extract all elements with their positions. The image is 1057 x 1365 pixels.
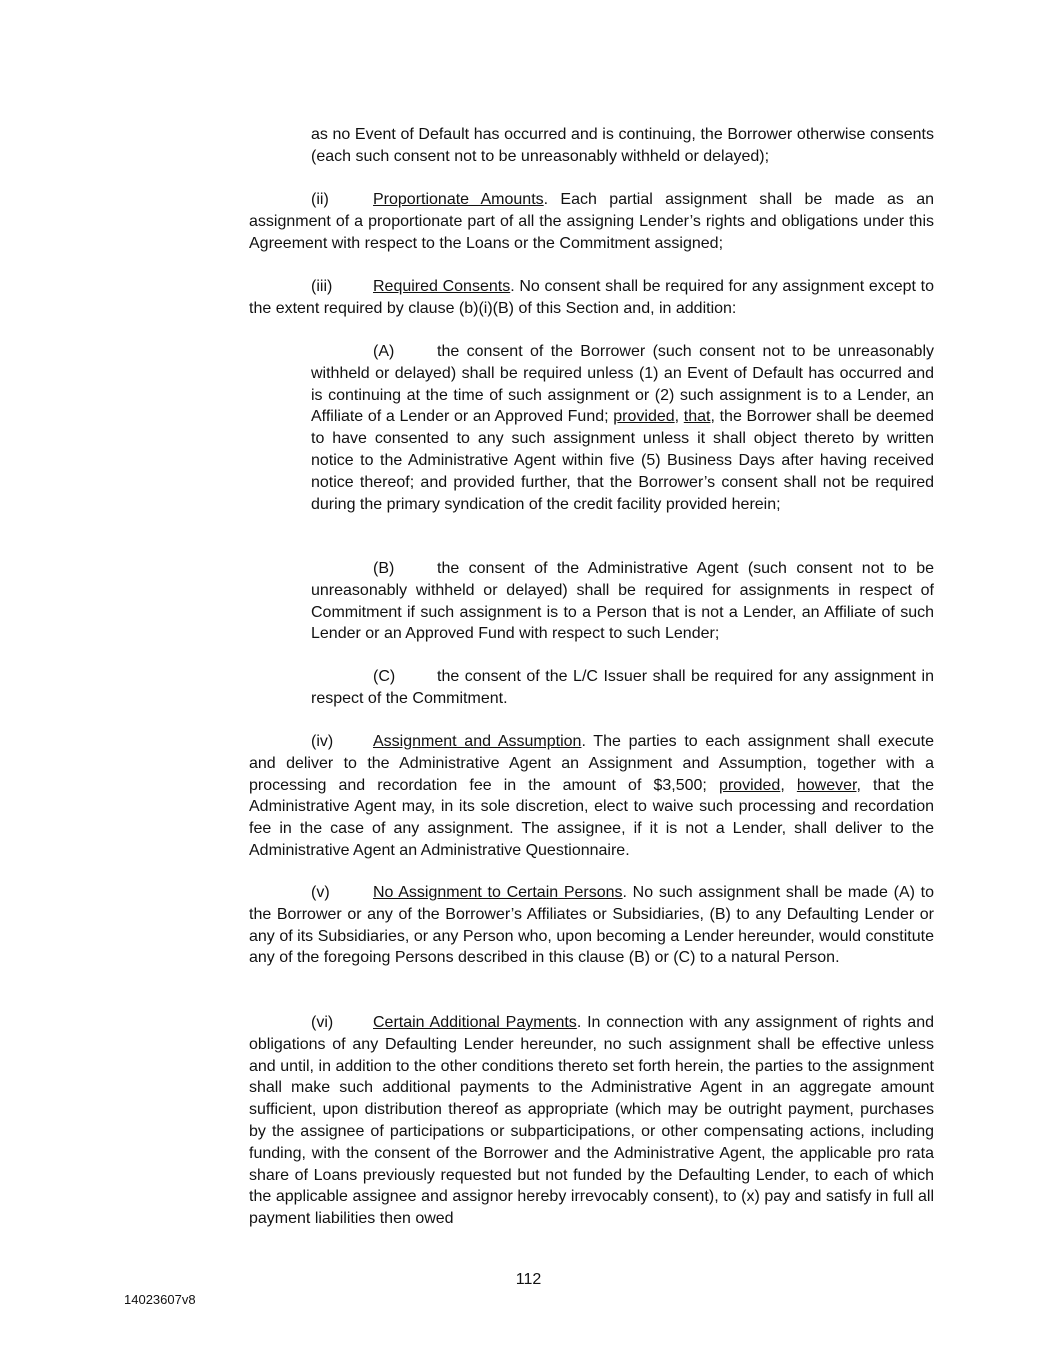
paragraph-text: . In connection with any assignment of rights and obligations of any Defaulting Lender hereunder, no such assignment shall be effective unless and until, in addition to the other conditions thereto set forth herein, the parties to the assignment shall make such additional payments to the Administrative Agent in an aggregate amount sufficient, upon distribution thereof as appropriate (which may be outright payment, purchases by the assignee of participations or subparticipations, or other compensating actions, including funding, with the consent of the Borrower and the Administrative Agent, the applicable pro rata share of Loans previously requested but not funded by the Defaulting Lender, to each of which the applicable assignee and assignor hereby irrevocably consent), to (x) pay and satisfy in full all payment liabilities then owed [249, 1014, 935, 1228]
paragraph-iii [249, 276, 934, 320]
clause-heading: Required Consents [373, 278, 511, 295]
clause-label: (iii) [311, 278, 333, 295]
clause-label: (vi) [311, 1014, 334, 1031]
provided-term: provided [718, 776, 781, 794]
paragraph-continuation [311, 124, 934, 168]
paragraph-text: , the Borrower shall be deemed to have consented to any such assignment unless it shall object thereto by written notice to the Administrative Agent within five (5) Business Days after having received notice thereof; and provided further, that the Borrower’s consent shall not be required during the primary syndication of the credit facility provided herein; [311, 408, 935, 513]
provided-term: provided [613, 408, 675, 426]
clause-heading: Certain Additional Payments [373, 1014, 577, 1031]
however-term: however [796, 776, 857, 794]
paragraph-text: . No consent shall be required for any assignment except to the extent required by clause (b)(i)(B) of this Section and, in addition: [249, 278, 935, 317]
clause-heading: Proportionate Amounts [373, 191, 544, 208]
paragraph-text: . Each partial assignment shall be made as an assignment of a proportionate part of all the assigning Lender’s rights and obligations under this Agreement with respect to the Loans or the Commitment assigned; [249, 191, 935, 252]
clause-label: (B) [373, 560, 395, 577]
page-number: 112 [515, 1271, 542, 1288]
paragraph-C [311, 666, 934, 710]
paragraph-text: the consent of the Administrative Agent (such consent not to be unreasonably withheld or delayed) shall be required for assignments in respect of Commitment if such assignment is to a Person that is not a Lender, an Affiliate of such Lender or an Approved Fund with respect to such Lender; [311, 560, 934, 643]
paragraph-text: the consent of the Borrower (such consent not to be unreasonably withheld or delayed) shall be required unless (1) an Event of Default has occurred and is continuing at the time of such assignment or (2) such assignment is to a Lender, an Affiliate of a Lender or an Approved Fund; [311, 343, 934, 426]
paragraph-text: as no Event of Default has occurred and is continuing, the Borrower otherwise consents (each such consent not to be unreasonably withheld or delayed); [311, 126, 934, 165]
paragraph-text: . No such assignment shall be made (A) to the Borrower or any of the Borrower’s Affiliates or Subsidiaries, (B) to any Defaulting Lender or any of its Subsidiaries, or any Person who, upon becoming a Lender hereunder, would constitute any of the foregoing Persons described in this clause (B) or (C) to a natural Person. [249, 884, 934, 967]
clause-label: (A) [373, 343, 395, 360]
paragraph-ii [249, 189, 934, 254]
clause-label: (iv) [311, 733, 334, 750]
paragraph-text: , that the Administrative Agent may, in its sole discretion, elect to waive such processing and recordation fee in the case of any assignment. The assignee, if it is not a Lender, shall deliver to the Administrative Agent an Administrative Questionnaire. [249, 776, 935, 859]
paragraph-A [311, 341, 934, 515]
document-id: 14023607v8 [124, 1292, 196, 1307]
paragraph-text: . The parties to each assignment shall execute and deliver to the Administrative Agent an Assignment and Assumption, together with a processing and recordation fee in the amount of $3,500; [249, 733, 935, 794]
clause-heading: Assignment and Assumption [373, 733, 582, 750]
paragraph-iv [249, 731, 934, 862]
separator: , [780, 776, 797, 794]
that-term: that [683, 408, 711, 426]
paragraph-vi [249, 1012, 934, 1230]
clause-label: (C) [373, 668, 396, 685]
clause-heading: No Assignment to Certain Persons [373, 884, 623, 901]
paragraph-B [311, 558, 934, 645]
separator: , [674, 408, 684, 426]
paragraph-v [249, 882, 934, 969]
paragraph-text: the consent of the L/C Issuer shall be required for any assignment in respect of the Commitment. [311, 668, 934, 707]
clause-label: (v) [311, 884, 330, 901]
clause-label: (ii) [311, 191, 329, 208]
